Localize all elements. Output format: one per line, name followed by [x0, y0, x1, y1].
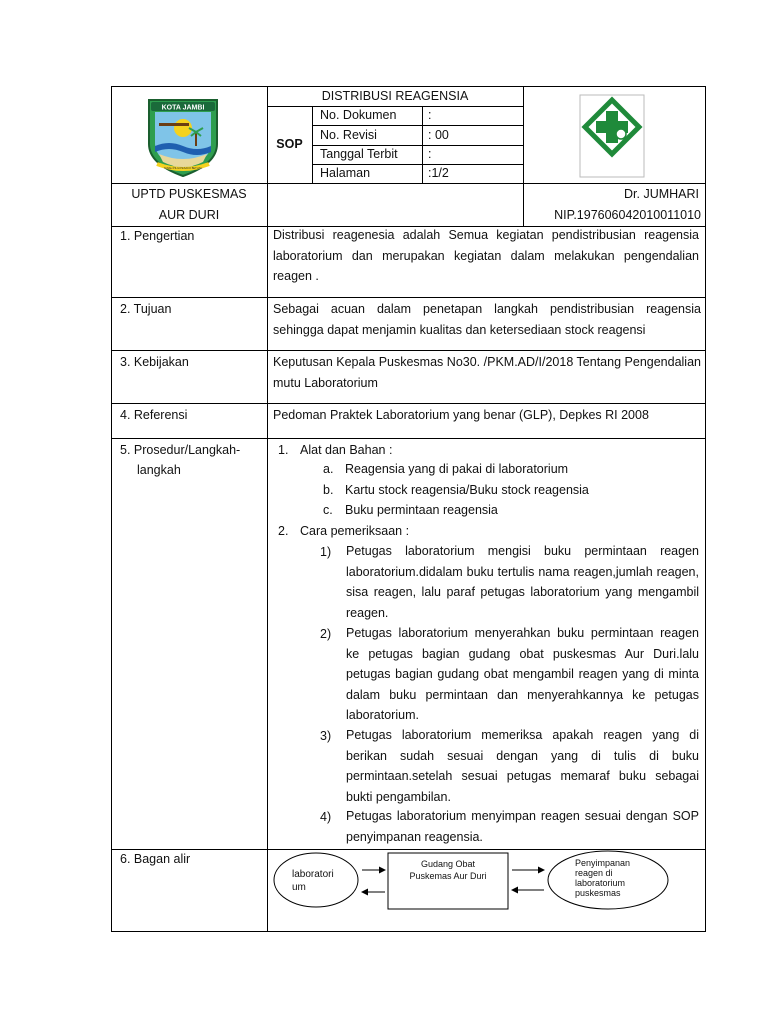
bahan-item: Buku permintaan reagensia	[345, 503, 498, 517]
flow-node-label: um	[292, 882, 306, 893]
flow-node-label: Gudang Obat	[420, 859, 476, 869]
section-label-referensi: 4. Referensi	[120, 408, 188, 422]
row-divider	[111, 438, 706, 439]
field-label-no-revisi: No. Revisi	[320, 128, 377, 142]
flow-node-label: Puskemas Aur Duri	[409, 871, 487, 881]
bahan-mark: b.	[323, 483, 334, 497]
procedure-item-title: Alat dan Bahan :	[300, 443, 393, 457]
row-divider	[111, 350, 706, 351]
step-text: Petugas laboratorium memeriksa apakah reagen yang di berikan sudah sesuai dengan yang di tulis di buku permintaan.setelah sesuai petugas memaraf buku sebagai bukti pengambilan.	[346, 728, 699, 804]
step-text: Petugas laboratorium menyerahkan buku permintaan reagen ke petugas bagian gudang obat puskesmas Aur Duri.lalu petugas bagian gudang obat mengambil reagen yang di minta dalam buku permintaan dan menyerahkannya ke petugas laboratorium.	[346, 626, 699, 722]
signer-nip: NIP.197606042010011010	[554, 208, 701, 222]
section-text-pengertian: Distribusi reagenesia adalah Semua kegiatan pendistribusian reagensia laboratorium dan merupakan kegiatan dalam melakukan pengendalian reagen .	[273, 228, 699, 283]
step-mark: 4)	[320, 810, 332, 824]
procedure-item-title: Cara pemeriksaan :	[300, 524, 410, 538]
section-text-referensi: Pedoman Praktek Laboratorium yang benar (GLP), Depkes RI 2008	[273, 408, 649, 422]
section-text-tujuan: Sebagai acuan dalam penetapan langkah pendistribusian reagensia sehingga dapat menjamin kualitas dan ketersediaan stock reagensi	[273, 302, 701, 337]
org-name-line2: AUR DURI	[158, 208, 220, 222]
step-mark: 2)	[320, 627, 332, 641]
kota-jambi-logo	[143, 94, 223, 178]
section-label-prosedur: 5. Prosedur/Langkah-	[120, 443, 241, 457]
header-divider	[422, 106, 423, 184]
bahan-mark: c.	[323, 503, 333, 517]
flow-node-label: reagen di	[575, 868, 613, 878]
step-mark: 1)	[320, 545, 332, 559]
row-divider	[111, 297, 706, 298]
header-divider	[312, 106, 313, 184]
border-right	[705, 86, 706, 932]
org-name-line1: UPTD PUSKESMAS	[131, 187, 247, 201]
puskesmas-logo	[579, 94, 645, 178]
column-divider	[267, 86, 268, 932]
field-label-halaman: Halaman	[320, 166, 371, 180]
bahan-item: Kartu stock reagensia/Buku stock reagensia	[345, 483, 589, 497]
logo-left-text: KOTA JAMBI	[161, 104, 205, 112]
section-label-pengertian: 1. Pengertian	[120, 229, 195, 243]
field-value-no-revisi: : 00	[428, 128, 449, 142]
section-label-prosedur-cont: langkah	[137, 463, 181, 477]
flow-node-label: laboratorium	[575, 878, 626, 888]
section-label-bagan: 6. Bagan alir	[120, 852, 191, 866]
row-divider	[111, 403, 706, 404]
flow-chart	[268, 850, 704, 930]
field-value-no-dokumen: :	[428, 108, 432, 122]
flow-node-label: puskesmas	[575, 888, 621, 898]
section-label-kebijakan: 3. Kebijakan	[120, 355, 189, 369]
section-text-kebijakan: Keputusan Kepala Puskesmas No30. /PKM.AD/I/2018 Tentang Pengendalian mutu Laboratorium	[273, 355, 701, 390]
signer-name: Dr. JUMHARI	[624, 187, 699, 201]
sop-label: SOP	[276, 137, 303, 151]
document-title: DISTRIBUSI REAGENSIA	[321, 89, 469, 103]
step-text: Petugas laboratorium menyimpan reagen sesuai dengan SOP penyimpanan reagensia.	[346, 809, 699, 844]
field-value-tanggal-terbit: :	[428, 147, 432, 161]
section-label-tujuan: 2. Tujuan	[120, 302, 172, 316]
sop-document	[111, 86, 706, 932]
field-label-tanggal-terbit: Tanggal Terbit	[320, 147, 398, 161]
logo-left-motto: TANAH PILIH PESAKO BETUAH	[163, 167, 203, 170]
flow-node-laboratorium	[274, 853, 358, 907]
bahan-mark: a.	[323, 462, 334, 476]
procedure-item-number: 2.	[278, 524, 289, 538]
step-text: Petugas laboratorium mengisi buku permintaan reagen laboratorium.didalam buku tertulis nama reagen,jumlah reagen, sisa reagen, lalu paraf petugas laboratorium yang mengambil reagen.	[346, 544, 699, 620]
field-value-halaman: :1/2	[428, 166, 449, 180]
flow-node-label: Penyimpanan	[575, 858, 631, 868]
step-mark: 3)	[320, 729, 332, 743]
bahan-item: Reagensia yang di pakai di laboratorium	[345, 462, 569, 476]
field-label-no-dokumen: No. Dokumen	[320, 108, 397, 122]
procedure-item-number: 1.	[278, 443, 289, 457]
flow-node-label: laboratori	[292, 869, 334, 880]
border-bottom	[111, 931, 706, 932]
